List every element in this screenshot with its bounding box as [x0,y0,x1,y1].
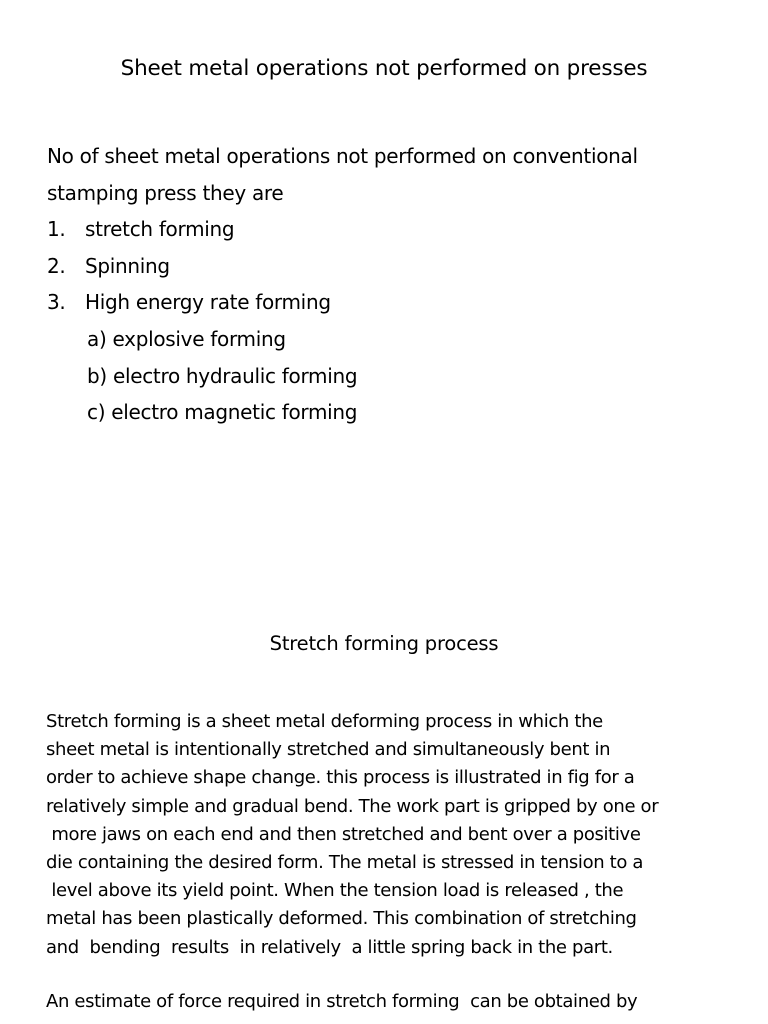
paragraph-line: An estimate of force required in stretch forming can be obtained by [46,991,638,1012]
paragraph-line: relatively simple and gradual bend. The work part is gripped by one or [46,795,659,817]
slide-stretch-forming-process [0,600,768,1024]
list-text: Spinning [85,253,170,278]
paragraph-line: more jaws on each end and then stretched and bent over a positive [46,823,641,845]
slide-title: Sheet metal operations not performed on presses [120,56,648,81]
list-item-high-energy-rate-forming [47,284,747,321]
paragraph-force-estimate [46,988,746,1016]
paragraph-line: metal has been plastically deformed. This combination of stretching [46,908,637,930]
intro-line: stamping press they are [47,180,284,205]
paragraph-line: Stretch forming is a sheet metal deforming process in which the [46,711,603,732]
slide-title: Stretch forming process [269,632,499,655]
list-text: stretch forming [85,217,235,242]
list-number: 3. [47,290,66,315]
paragraph-line: sheet metal is intentionally stretched and simultaneously bent in [46,739,611,761]
sub-item-electro-hydraulic-forming: b) electro hydraulic forming [87,363,358,388]
intro-line: No of sheet metal operations not performed on conventional [47,144,638,168]
paragraph-line: level above its yield point. When the tension load is released , the [46,880,624,902]
sub-item-explosive-forming: a) explosive forming [87,326,286,351]
list-item-stretch-forming [47,211,747,248]
list-item-spinning [47,248,747,285]
list-number: 2. [47,253,66,278]
intro-block [47,138,747,431]
paragraph-line: order to achieve shape change. this process is illustrated in fig for a [46,767,635,789]
paragraph-description [46,708,746,962]
sub-item-electro-magnetic-forming: c) electro magnetic forming [87,400,358,425]
list-number: 1. [47,217,66,242]
list-text: High energy rate forming [85,290,331,315]
paragraph-line: and bending results in relatively a little spring back in the part. [46,936,613,958]
paragraph-line: die containing the desired form. The metal is stressed in tension to a [46,852,644,874]
